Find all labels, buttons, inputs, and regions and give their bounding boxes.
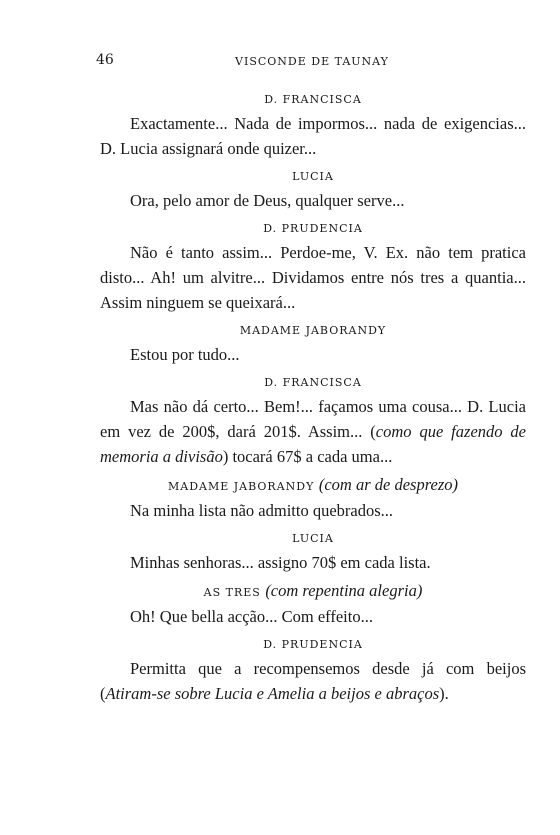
speech-text: Minhas senhoras... assigno 70$ em cada lista. xyxy=(130,553,431,572)
stage-direction: Atiram-se sobre Lucia e Amelia a beijos e abraços xyxy=(105,684,440,703)
page-number: 46 xyxy=(96,52,114,68)
speaker-line xyxy=(100,477,526,495)
speaker-line xyxy=(100,583,526,601)
speaker-name: MADAME JABORANDY xyxy=(239,324,387,337)
speech-text-before: Permitta que a recompensemos desde já com beijos ( xyxy=(100,659,526,703)
stage-direction: como que fazendo de memoria a divisão xyxy=(100,422,526,466)
speaker-name: AS TRES xyxy=(203,586,261,599)
speech-text: Na minha lista não admitto quebrados... xyxy=(130,501,394,520)
speaker-name: D. FRANCISCA xyxy=(264,93,362,106)
speech-text: Não é tanto assim... Perdoe-me, V. Ex. não tem pratica disto... Ah! um alvitre... Dividamos entre nós tres a quantia... Assim ninguem se queixará... xyxy=(100,243,526,312)
speech-text-after: ). xyxy=(439,684,449,703)
speaker-name: LUCIA xyxy=(292,170,334,183)
stage-direction: (com ar de desprezo) xyxy=(318,475,458,494)
speaker-name: D. PRUDENCIA xyxy=(263,222,363,235)
speech-text: Ora, pelo amor de Deus, qualquer serve... xyxy=(130,191,405,210)
speech-text-after: ) tocará 67$ a cada uma... xyxy=(222,447,393,466)
speech-text-before: Mas não dá certo... Bem!... façamos uma cousa... D. Lucia em vez de 200$, dará 201$. Assim... ( xyxy=(100,397,526,441)
speaker-name: D. FRANCISCA xyxy=(264,376,362,389)
speech-text xyxy=(100,656,526,706)
speaker-name: D. PRUDENCIA xyxy=(263,638,363,651)
speaker-name: MADAME JABORANDY xyxy=(167,480,315,493)
page-body xyxy=(100,92,526,706)
speaker-name: LUCIA xyxy=(292,532,334,545)
running-title: VISCONDE DE TAUNAY xyxy=(235,55,389,68)
speech-text: Estou por tudo... xyxy=(130,345,240,364)
page-header xyxy=(96,52,528,72)
speech-text: Exactamente... Nada de impormos... nada de exigencias... D. Lucia assignará onde quizer... xyxy=(100,114,526,158)
speech-text: Oh! Que bella acção... Com effeito... xyxy=(130,607,373,626)
stage-direction: (com repentina alegria) xyxy=(265,581,423,600)
speech-text xyxy=(100,394,526,469)
